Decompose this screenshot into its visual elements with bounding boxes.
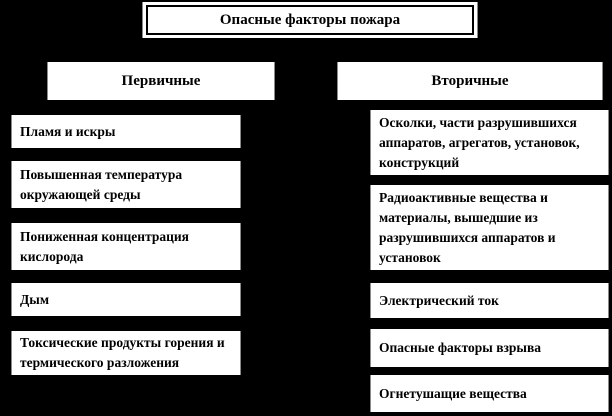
secondary-item-explosion-factors: Опасные факторы взрыва	[371, 329, 608, 367]
primary-item-smoke: Дым	[12, 283, 240, 316]
primary-column-header: Первичные	[48, 62, 274, 100]
diagram-title: Опасные факторы пожара	[146, 5, 474, 35]
primary-item-high-temperature: Повышенная температура окружающей среды	[12, 161, 240, 208]
secondary-item-extinguishing-agents: Огнетушащие вещества	[371, 375, 608, 412]
primary-item-flame-sparks: Пламя и искры	[12, 115, 240, 148]
diagram-title-box	[143, 2, 477, 38]
secondary-item-radioactive: Радиоактивные вещества и материалы, вышедшие из разрушившихся аппаратов и установок	[371, 185, 608, 270]
primary-item-low-oxygen: Пониженная концентрация кислорода	[12, 223, 240, 270]
primary-item-toxic-products: Токсические продукты горения и термического разложения	[12, 331, 240, 375]
secondary-column-header: Вторичные	[338, 62, 602, 100]
secondary-item-fragments: Осколки, части разрушившихся аппаратов, агрегатов, установок, конструкций	[371, 110, 608, 175]
secondary-item-electric-current: Электрический ток	[371, 283, 608, 318]
